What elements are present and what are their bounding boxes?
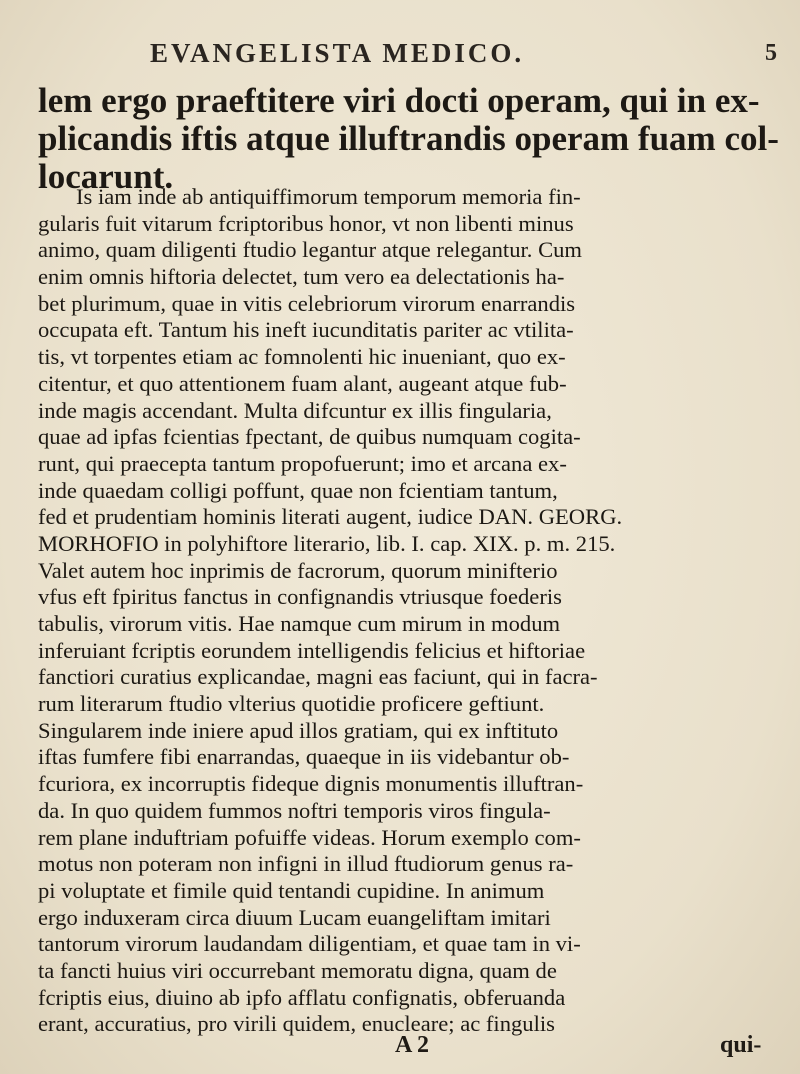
body-line: MORHOFIO in polyhiftore literario, lib. I. cap. XIX. p. m. 215. — [38, 530, 616, 556]
running-title: EVANGELISTA MEDICO. — [150, 38, 525, 68]
body-line: inde quaedam colligi poffunt, quae non fcientiam tantum, — [38, 477, 558, 503]
body-line: occupata eft. Tantum his ineft iucunditatis pariter ac vtilita- — [38, 317, 574, 343]
body-line: fcriptis eius, diuino ab ipfo afflatu confignatis, obferuanda — [38, 984, 566, 1010]
body-line: bet plurimum, quae in vitis celebriorum virorum enarrandis — [38, 290, 576, 316]
catchword: qui- — [720, 1032, 762, 1058]
opening-line: lem ergo praeftitere viri docti operam, qui in ex- — [38, 81, 760, 120]
body-line: inferuiant fcriptis eorundem intelligendis felicius et hiftoriae — [38, 637, 586, 663]
body-line: Is iam inde ab antiquiffimorum temporum memoria fin- — [76, 184, 581, 209]
body-line: tantorum virorum laudandam diligentiam, et quae tam in vi- — [38, 931, 581, 957]
body-line: quae ad ipfas fcientias fpectant, de quibus numquam cogita- — [38, 424, 581, 450]
opening-line: plicandis iftis atque illuftrandis operam fuam col- — [38, 119, 779, 158]
body-line: pi voluptate et fimile quid tentandi cupidine. In animum — [38, 877, 545, 903]
body-line: fed et prudentiam hominis literati augent, iudice DAN. GEORG. — [38, 504, 623, 530]
body-line: citentur, et quo attentionem fuam alant, augeant atque fub- — [38, 370, 567, 396]
body-paragraph — [38, 184, 778, 1038]
running-header — [150, 38, 780, 69]
body-line: rem plane induftriam pofuiffe videas. Horum exemplo com- — [38, 824, 581, 850]
page-mark: 5 — [765, 40, 780, 66]
opening-line: locarunt. — [38, 157, 174, 196]
body-line: ta fancti huius viri occurrebant memoratu digna, quam de — [38, 957, 557, 983]
body-line: fcuriora, ex incorruptis fideque dignis monumentis illuftran- — [38, 771, 584, 797]
body-line: Singularem inde iniere apud illos gratiam, qui ex inftituto — [38, 717, 559, 743]
body-line: tabulis, virorum vitis. Hae namque cum mirum in modum — [38, 611, 561, 636]
body-line: runt, qui praecepta tantum propofuerunt; imo et arcana ex- — [38, 450, 567, 476]
body-line: fanctiori curatius explicandae, magni eas faciunt, qui in facra- — [38, 664, 598, 690]
body-line: iftas fumfere fibi enarrandas, quaeque in iis videbantur ob- — [38, 744, 570, 770]
body-line: enim omnis hiftoria delectet, tum vero ea delectationis ha- — [38, 264, 565, 290]
body-line: erant, accuratius, pro virili quidem, enucleare; ac fingulis — [38, 1011, 555, 1037]
body-line: inde magis accendant. Multa difcuntur ex illis fingularia, — [38, 397, 552, 423]
body-line: vfus eft fpiritus fanctus in confignandis vtriusque foederis — [38, 584, 562, 610]
body-line: Valet autem hoc inprimis de facrorum, quorum minifterio — [38, 557, 558, 583]
signature-mark: A 2 — [395, 1032, 430, 1058]
opening-paragraph — [38, 81, 779, 196]
body-line: gularis fuit vitarum fcriptoribus honor, vt non libenti minus — [38, 210, 574, 236]
body-line: motus non poteram non infigni in illud ftudiorum genus ra- — [38, 851, 574, 877]
page-footer — [0, 1032, 800, 1062]
body-line: tis, vt torpentes etiam ac fomnolenti hic inueniant, quo ex- — [38, 344, 566, 370]
body-line: da. In quo quidem fummos noftri temporis viros fingula- — [38, 797, 551, 823]
body-line: ergo induxeram circa diuum Lucam euangeliftam imitari — [38, 904, 551, 930]
body-line: rum literarum ftudio vlterius quotidie proficere geftiunt. — [38, 691, 545, 717]
body-line: animo, quam diligenti ftudio legantur atque relegantur. Cum — [38, 237, 583, 263]
